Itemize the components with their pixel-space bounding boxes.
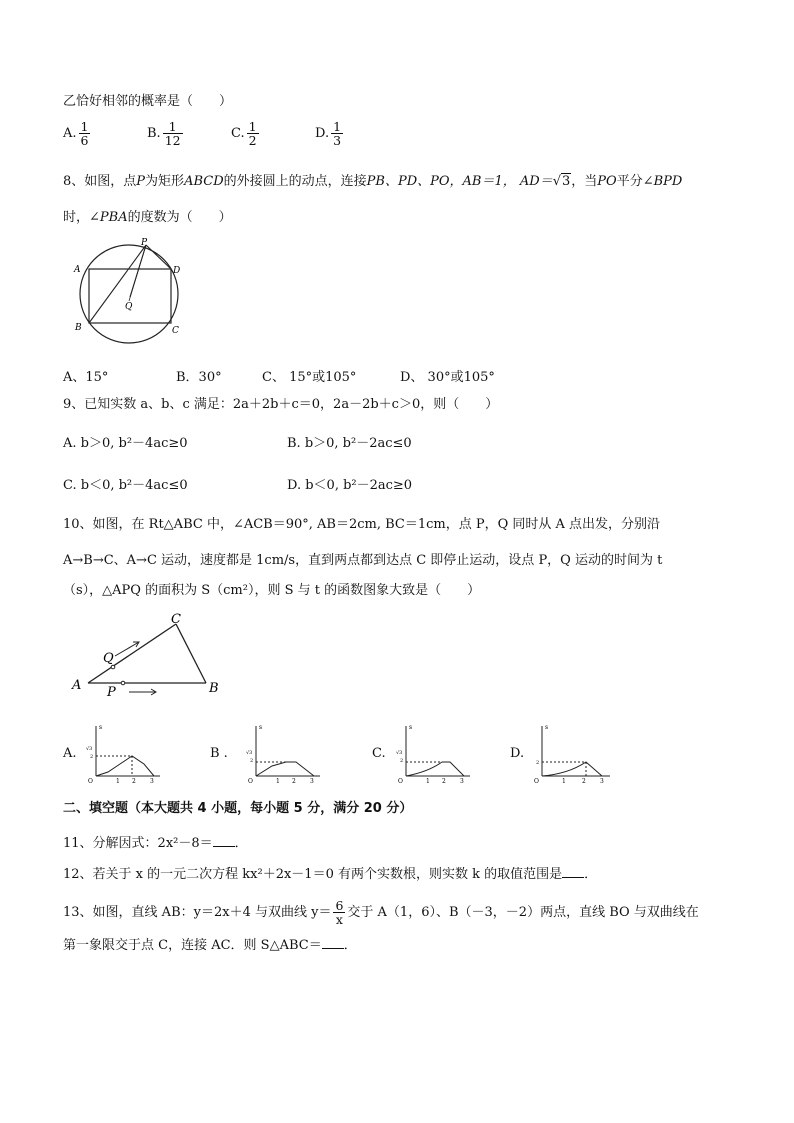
graph-a-o: O [88,778,93,785]
graph-a-t3: 3 [150,778,154,785]
q10-fig-label-q: Q [103,651,114,666]
graph-b-t2: 2 [292,778,296,785]
graph-a-t1: 1 [116,778,120,785]
q10-graph-label-d: D. [510,746,525,761]
graph-d-o: O [534,778,539,785]
q8-option-a: A、15° [63,370,109,385]
q9-option-d: D. b＜0, b²－2ac≥0 [287,478,413,493]
q8-line1: 8、如图，点P为矩形ABCD的外接圆上的动点，连接PB、PD、PO，AB＝1， AD＝√3，当PO平分∠BPD [63,174,683,189]
q8-line2: 时，∠PBA的度数为（ ） [63,210,232,225]
q9-option-a: A. b＞0, b²－4ac≥0 [63,436,188,451]
q13-line2: 第一象限交于点 C，连接 AC．则 S△ABC＝ ． [63,938,357,953]
q10-graph-b [244,720,324,786]
q7-option-c: C. $\frac{1}{2}$ [231,119,257,148]
graph-c-t2: 2 [442,778,446,785]
q11-line: 11、分解因式：2x²－8＝ ． [63,836,248,851]
graph-d-t3: 3 [600,778,604,785]
q11-answer-blank[interactable] [213,834,235,847]
q10-fig-label-a: A [72,678,82,693]
q8-option-b: B．30° [176,370,222,385]
graph-a-t2: 2 [132,778,136,785]
q10-fig-label-p: P [107,685,116,700]
q8-fig-label-a: A [74,265,81,275]
graph-c-t3: 3 [460,778,464,785]
graph-c-o: O [398,778,403,785]
q8-fig-label-b: B [75,323,82,333]
graph-d-t2: 2 [582,778,586,785]
graph-a-sqrt: √3 [86,746,93,752]
graph-a-y2: 2 [90,754,94,760]
graph-c-t1: 1 [426,778,430,785]
q10-fig-label-c: C [171,612,181,627]
section-2-title: 二、填空题（本大题共 4 小题，每小题 5 分，满分 20 分） [63,801,413,816]
q8-fig-label-d: D [173,266,181,276]
q8-option-d: D、 30°或105° [400,370,495,385]
graph-d-t1: 1 [562,778,566,785]
q7-option-d: D. $\frac{1}{3}$ [315,119,342,148]
q10-graph-d [530,720,614,786]
q10-line1: 10、如图，在 Rt△ABC 中，∠ACB＝90°, AB＝2cm, BC＝1cm，点 P，Q 同时从 A 点出发，分别沿 [63,517,661,532]
q10-graph-a [84,720,164,786]
q8-option-c: C、 15°或105° [262,370,357,385]
q10-graph-label-c: C. [372,746,386,761]
q10-graph-c [394,720,474,786]
graph-b-t1: 1 [276,778,280,785]
q7-stem-tail: 乙恰好相邻的概率是（ ） [63,94,233,109]
graph-c-sqrt: √3 [396,750,403,756]
q13-answer-blank[interactable] [322,936,344,949]
q10-line2: A→B→C、A→C 运动，速度都是 1cm/s，直到两点都到达点 C 即停止运动，设点 P，Q 运动的时间为 t [63,553,663,568]
graph-d-s: s [545,724,549,731]
graph-b-t3: 3 [310,778,314,785]
q9-stem: 9、已知实数 a、b、c 满足：2a＋2b＋c＝0，2a－2b＋c＞0，则（ ） [63,397,499,412]
q10-triangle-figure [63,610,233,700]
q10-fig-label-b: B [209,681,219,696]
graph-b-sqrt: √3 [246,750,253,756]
q7-option-b: B. $\frac{1}{12}$ [147,119,181,148]
graph-b-o: O [248,778,253,785]
q8-circle-figure [63,235,193,350]
graph-b-s: s [259,724,263,731]
graph-c-y2: 2 [400,758,404,764]
q8-fig-label-q: Q [125,302,133,312]
graph-c-s: s [409,724,413,731]
graph-d-y2: 2 [536,760,540,766]
q10-graph-label-a: A. [63,746,77,761]
q13-line1: 13、如图，直线 AB：y＝2x＋4 与双曲线 y＝ $\frac{6}{x}$ 交于 A（1，6）、B（－3，－2）两点，直线 BO 与双曲线在 [63,898,699,927]
q10-line3: （s），△APQ 的面积为 S（cm²），则 S 与 t 的函数图象大致是（ ） [63,583,481,598]
q9-option-c: C. b＜0, b²－4ac≤0 [63,478,188,493]
q8-fig-label-p: P [141,238,148,248]
q7-option-a: A. $\frac{1}{6}$ [63,119,89,148]
graph-a-s: s [99,724,103,731]
graph-b-y2: 2 [250,758,254,764]
q12-answer-blank[interactable] [562,865,584,878]
q12-line: 12、若关于 x 的一元二次方程 kx²＋2x－1＝0 有两个实数根，则实数 k 的取值范围是 ． [63,867,598,882]
q9-option-b: B. b＞0, b²－2ac≤0 [287,436,412,451]
q8-fig-label-c: C [172,326,179,336]
q10-graph-label-b: B . [210,746,228,761]
